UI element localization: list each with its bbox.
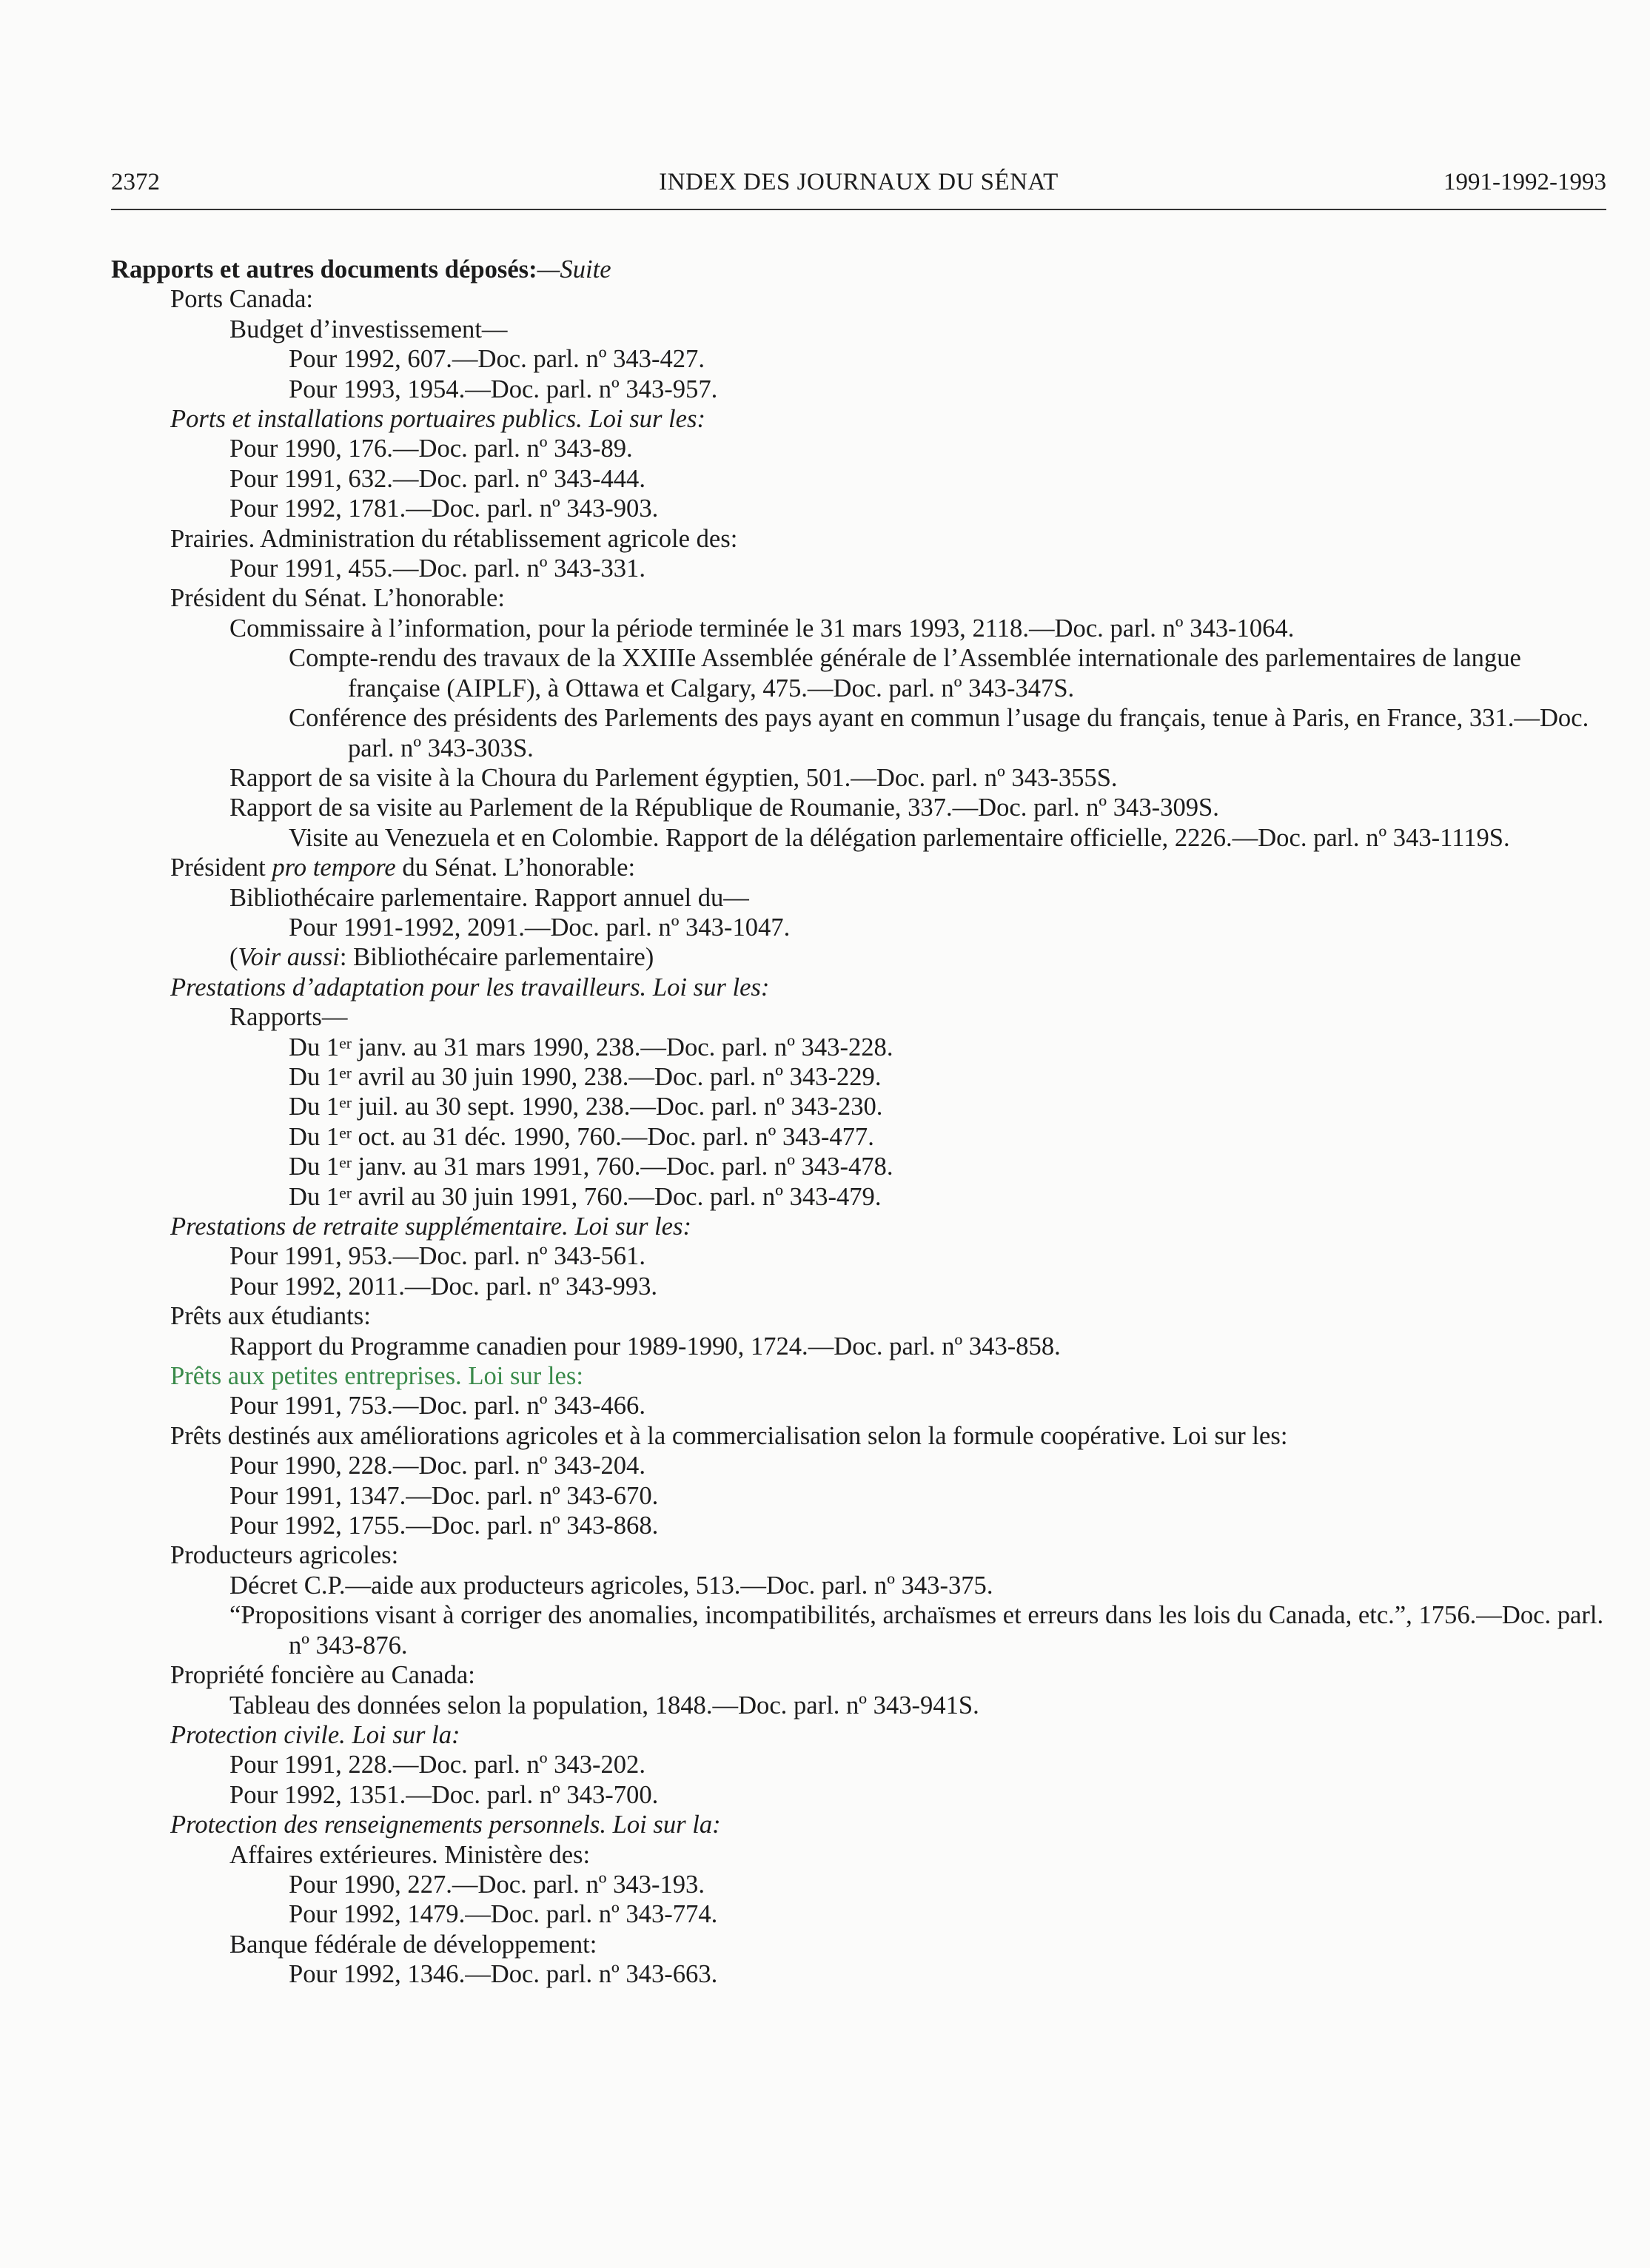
index-subentry: Pour 1991-1992, 2091.—Doc. parl. nº 343-1047. [289, 913, 791, 942]
index-subentry: Pour 1992, 1351.—Doc. parl. nº 343-700. [229, 1780, 659, 1809]
index-entry: Producteurs agricoles: [170, 1541, 399, 1570]
index-subentry: Rapport du Programme canadien pour 1989-1990, 1724.—Doc. parl. nº 343-858. [229, 1332, 1061, 1361]
index-subentry: Conférence des présidents des Parlements des pays ayant en commun l’usage du français, tenue à Paris, en France, 331.—Doc. parl. nº 343-303S. [289, 704, 1589, 762]
index-entry: Prêts destinés aux améliorations agricoles et à la commercialisation selon la formule coopérative. Loi sur les: [170, 1421, 1288, 1450]
index-subentry: Pour 1991, 1347.—Doc. parl. nº 343-670. [229, 1481, 659, 1510]
index-subentry: Pour 1990, 228.—Doc. parl. nº 343-204. [229, 1452, 645, 1480]
index-subentry: Pour 1990, 227.—Doc. parl. nº 343-193. [289, 1870, 705, 1899]
index-entry: Ports Canada: [170, 285, 314, 314]
index-subentry: Tableau des données selon la population, 1848.—Doc. parl. nº 343-941S. [229, 1691, 979, 1720]
index-entry: Prestations d’adaptation pour les travailleurs. Loi sur les: [170, 973, 770, 1002]
index-entry: Protection civile. Loi sur la: [170, 1720, 460, 1749]
section-heading: Rapports et autres documents déposés:—Suite [111, 255, 611, 284]
index-subentry: Pour 1992, 1755.—Doc. parl. nº 343-868. [229, 1512, 659, 1540]
page-number: 2372 [111, 169, 160, 195]
index-subentry: Rapports— [229, 1003, 348, 1032]
index-entry: Protection des renseignements personnels. Loi sur la: [170, 1811, 721, 1839]
index-subentry: Rapport de sa visite au Parlement de la République de Roumanie, 337.—Doc. parl. nº 343-309S. [229, 794, 1219, 822]
index-subentry: Rapport de sa visite à la Choura du Parlement égyptien, 501.—Doc. parl. nº 343-355S. [229, 763, 1118, 792]
index-subentry: Pour 1991, 455.—Doc. parl. nº 343-331. [229, 554, 645, 583]
running-title: INDEX DES JOURNAUX DU SÉNAT [659, 169, 1059, 195]
index-entry: Ports et installations portuaires publics. Loi sur les: [170, 405, 705, 434]
page-header [111, 169, 1606, 204]
report-period: Du 1er oct. au 31 déc. 1990, 760.—Doc. parl. nº 343-477. [289, 1122, 874, 1151]
index-subentry: Pour 1992, 607.—Doc. parl. nº 343-427. [289, 345, 705, 374]
index-subentry: Décret C.P.—aide aux producteurs agricoles, 513.—Doc. parl. nº 343-375. [229, 1571, 993, 1600]
index-subentry: Compte-rendu des travaux de la XXIIIe Assemblée générale de l’Assemblée internationale des parlementaires de langue française (AIPLF), à Ottawa et Calgary, 475.—Doc. parl. nº 343-347S. [289, 644, 1521, 702]
header-rule [111, 209, 1606, 210]
see-also-reference: (Voir aussi: Bibliothécaire parlementaire) [229, 943, 654, 972]
index-body [111, 255, 1614, 1990]
index-entry: Président pro tempore du Sénat. L’honorable: [170, 853, 636, 882]
index-subentry: Bibliothécaire parlementaire. Rapport annuel du— [229, 883, 749, 912]
report-period: Du 1er janv. au 31 mars 1991, 760.—Doc. parl. nº 343-478. [289, 1153, 893, 1181]
index-subentry: Affaires extérieures. Ministère des: [229, 1840, 591, 1869]
index-entry: Prêts aux étudiants: [170, 1302, 371, 1331]
index-subentry: Pour 1992, 1479.—Doc. parl. nº 343-774. [289, 1900, 718, 1929]
year-range: 1991-1992-1993 [1443, 169, 1606, 195]
index-entry: Propriété foncière au Canada: [170, 1661, 475, 1690]
index-entry: Prestations de retraite supplémentaire. Loi sur les: [170, 1212, 691, 1241]
index-entry: Prairies. Administration du rétablissement agricole des: [170, 524, 738, 553]
report-period: Du 1er juil. au 30 sept. 1990, 238.—Doc. parl. nº 343-230. [289, 1093, 883, 1121]
index-subentry: Budget d’investissement— [229, 315, 508, 343]
index-entry: Prêts aux petites entreprises. Loi sur les: [170, 1362, 583, 1391]
index-subentry: Pour 1990, 176.—Doc. parl. nº 343-89. [229, 435, 633, 463]
index-subentry: Banque fédérale de développement: [229, 1930, 597, 1959]
report-period: Du 1er janv. au 31 mars 1990, 238.—Doc. parl. nº 343-228. [289, 1033, 893, 1061]
report-period: Du 1er avril au 30 juin 1991, 760.—Doc. parl. nº 343-479. [289, 1182, 882, 1211]
index-entry: “Propositions visant à corriger des anomalies, incompatibilités, archaïsmes et erreurs dans les lois du Canada, etc.”, 1756.—Doc. parl. nº 343-876. [229, 1601, 1604, 1660]
index-subentry: Pour 1992, 1346.—Doc. parl. nº 343-663. [289, 1960, 718, 1989]
index-subentry: Pour 1991, 632.—Doc. parl. nº 343-444. [229, 464, 645, 493]
index-subentry: Pour 1991, 228.—Doc. parl. nº 343-202. [229, 1751, 645, 1779]
index-entry: Président du Sénat. L’honorable: [170, 584, 505, 613]
index-subentry: Pour 1993, 1954.—Doc. parl. nº 343-957. [289, 375, 718, 403]
index-subentry: Pour 1992, 1781.—Doc. parl. nº 343-903. [229, 494, 659, 523]
report-period: Du 1er avril au 30 juin 1990, 238.—Doc. parl. nº 343-229. [289, 1062, 882, 1091]
index-subentry: Visite au Venezuela et en Colombie. Rapport de la délégation parlementaire officielle, 2226.—Doc. parl. nº 343-1119S. [289, 823, 1510, 852]
index-subentry: Pour 1991, 753.—Doc. parl. nº 343-466. [229, 1392, 645, 1420]
index-subentry: Commissaire à l’information, pour la période terminée le 31 mars 1993, 2118.—Doc. parl. nº 343-1064. [229, 614, 1295, 643]
index-subentry: Pour 1991, 953.—Doc. parl. nº 343-561. [229, 1242, 645, 1271]
index-subentry: Pour 1992, 2011.—Doc. parl. nº 343-993. [229, 1272, 658, 1301]
